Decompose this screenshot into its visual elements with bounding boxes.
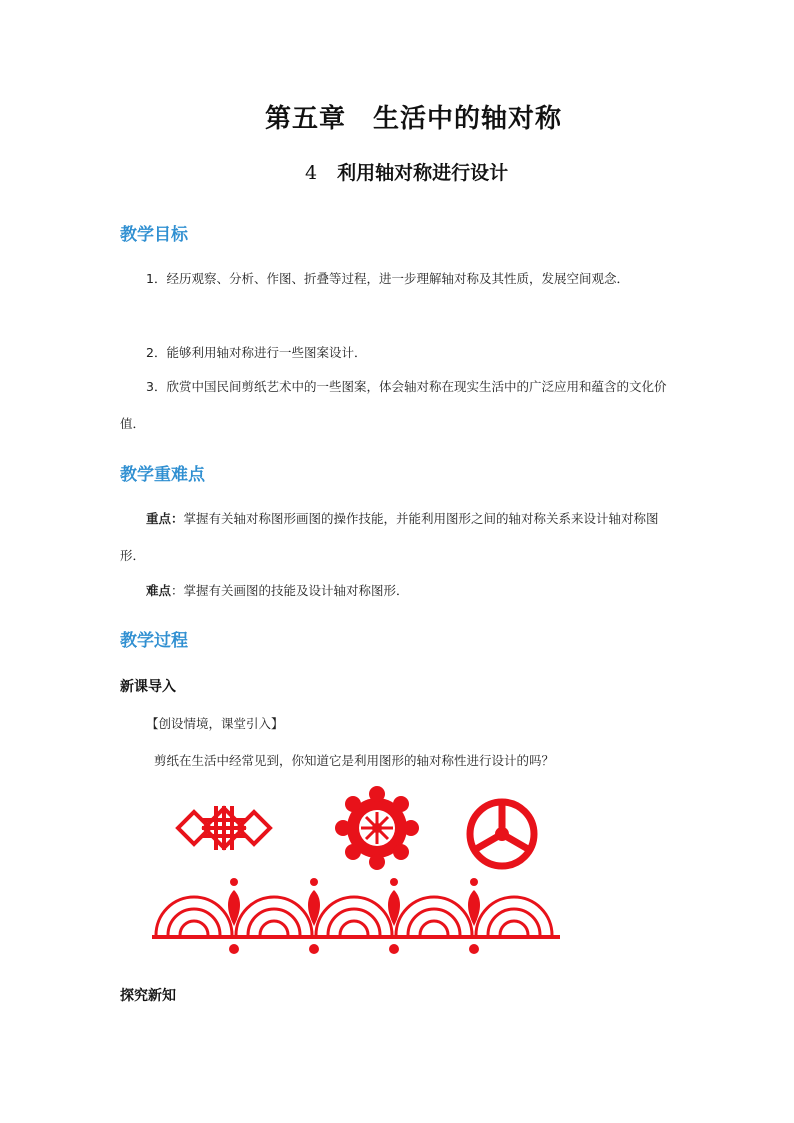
objective-item-3: 3．欣赏中国民间剪纸艺术中的一些图案，体会轴对称在现实生活中的广泛应用和蕴含的文化价值． bbox=[120, 379, 667, 431]
difficult-label: 难点 bbox=[146, 583, 172, 598]
objective-item-2: 2．能够利用轴对称进行一些图案设计． bbox=[146, 345, 367, 360]
objectives-heading: 教学目标 bbox=[120, 225, 188, 245]
objective-item-1: 1．经历观察、分析、作图、折叠等过程，进一步理解轴对称及其性质，发展空间观念． bbox=[146, 271, 629, 286]
intro-heading: 新课导入 bbox=[120, 679, 176, 695]
lesson-title-text: 利用轴对称进行设计 bbox=[337, 162, 509, 184]
wheel-papercut bbox=[470, 802, 534, 866]
lesson-title bbox=[305, 158, 508, 185]
flower-papercut bbox=[335, 786, 419, 870]
difficult-text: ：掌握有关画图的技能及设计轴对称图形． bbox=[171, 583, 409, 598]
question-text: 剪纸在生活中经常见到，你知道它是利用图形的轴对称性进行设计的吗？ bbox=[154, 753, 555, 768]
key-point-paragraph bbox=[120, 500, 680, 574]
papercut-figure bbox=[150, 786, 570, 961]
scallop-border-papercut bbox=[152, 878, 560, 954]
lesson-number: 4 bbox=[305, 162, 318, 184]
chinese-knot-papercut bbox=[178, 806, 270, 850]
key-text: 掌握有关轴对称图形画图的操作技能，并能利用图形之间的轴对称关系来设计轴对称图形． bbox=[120, 511, 659, 563]
difficult-point-paragraph bbox=[120, 572, 680, 609]
context-label: 【创设情境，课堂引入】 bbox=[146, 716, 284, 731]
key-label: 重点： bbox=[146, 511, 184, 526]
process-heading: 教学过程 bbox=[120, 631, 188, 651]
key-points-heading: 教学重难点 bbox=[120, 465, 205, 485]
explore-heading: 探究新知 bbox=[120, 988, 176, 1004]
chapter-title: 第五章 生活中的轴对称 bbox=[265, 104, 563, 134]
